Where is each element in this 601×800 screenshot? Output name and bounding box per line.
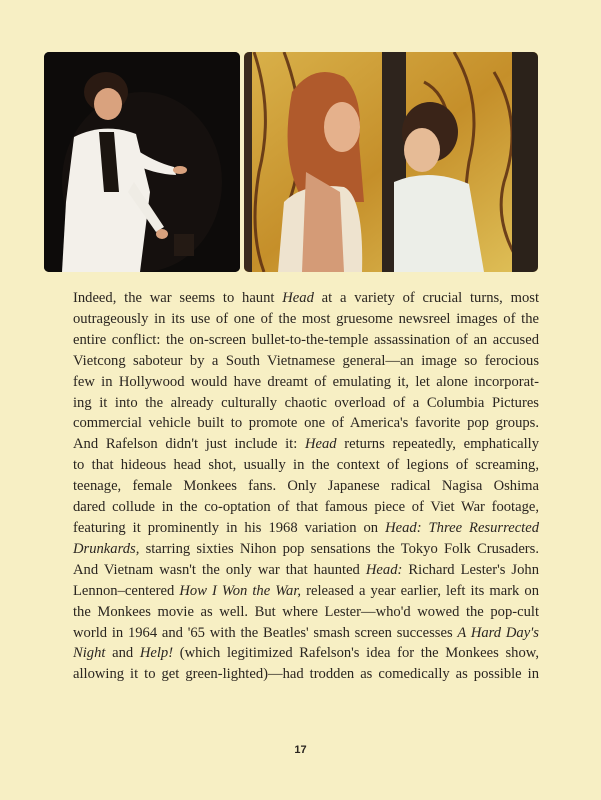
italic-title: Head:: [365, 561, 403, 578]
text-segment: and: [105, 645, 140, 662]
text-segment: Richard Lester's John: [402, 561, 540, 578]
text-segment: And Vietnam wasn't the only war that haunted: [73, 561, 366, 578]
text-segment: to that hideous head shot, usually in the context of legions of screaming,: [73, 457, 539, 474]
text-segment: few in Hollywood would have dreamt of emulating it, let alone incorporat-: [73, 373, 539, 390]
text-segment: teenage, female Monkees fans. Only Japanese radical Nagisa Oshima: [73, 478, 539, 495]
text-segment: allowing it to get green-lighted)—had trodden as comedically as possible in: [73, 666, 539, 683]
text-segment: entire conflict: the on-screen bullet-to-the-temple assassination of an accused: [73, 331, 539, 348]
italic-title: How I Won the War,: [179, 582, 302, 599]
text-line: [73, 643, 539, 664]
text-segment: ing it into the already culturally chaotic overload of a Columbia Pictures: [73, 394, 539, 411]
photo-stained-glass-scene: [244, 52, 538, 272]
text-line: [73, 518, 539, 539]
text-segment: the Monkees movie as well. But where Lester—who'd wowed the pop-cult: [73, 603, 539, 620]
text-line: [73, 413, 539, 434]
text-segment: commercial vehicle built to promote one of America's favorite pop groups.: [73, 415, 539, 432]
italic-title: Head: Three Resurrected: [385, 519, 540, 536]
text-line: [73, 330, 539, 351]
text-segment: at a variety of crucial turns, most: [313, 290, 540, 306]
text-segment: dared collude in the co-optation of that famous piece of Viet War footage,: [73, 499, 539, 516]
text-line: [73, 497, 539, 518]
text-segment: Vietcong saboteur by a South Vietnamese general—an image so ferocious: [73, 352, 539, 369]
text-line: [73, 560, 539, 581]
italic-title: Help!: [139, 645, 174, 662]
text-line: [73, 476, 539, 497]
text-line: [73, 455, 539, 476]
italic-title: Night: [73, 645, 106, 662]
text-line: [73, 623, 539, 644]
text-segment: released a year earlier, left its mark on: [301, 582, 539, 599]
photo-couple-illustration: [244, 52, 538, 272]
text-segment: featuring it prominently in his 1968 variation on: [73, 519, 386, 536]
italic-title: Head: [282, 290, 314, 306]
italic-title: A Hard Day's: [457, 624, 539, 641]
text-segment: starring sixties Nihon pop sensations the Tokyo Folk Crusaders.: [139, 540, 539, 557]
italic-title: Head: [304, 436, 337, 453]
text-segment: And Rafelson didn't just include it:: [73, 436, 305, 453]
text-segment: returns repeatedly, emphatically: [336, 436, 539, 453]
page-number: 17: [294, 744, 307, 756]
text-line: [73, 602, 539, 623]
text-line: [73, 393, 539, 414]
text-segment: Indeed, the war seems to haunt: [73, 290, 283, 306]
text-segment: world in 1964 and '65 with the Beatles' smash screen successes: [73, 624, 458, 641]
photo-performer-white-suit: [44, 52, 240, 272]
text-line: [73, 434, 539, 455]
text-line: [73, 309, 539, 330]
text-segment: Lennon–centered: [73, 582, 180, 599]
text-segment: outrageously in its use of one of the most gruesome newsreel images of the: [73, 310, 539, 327]
text-line: [73, 664, 539, 685]
italic-title: Drunkards,: [73, 540, 140, 557]
text-line: [73, 288, 539, 309]
body-text: [73, 288, 539, 685]
text-line: [73, 581, 539, 602]
text-line: [73, 372, 539, 393]
text-segment: (which legitimized Rafelson's idea for the Monkees show,: [173, 645, 539, 662]
photo-performer-illustration: [44, 52, 240, 272]
text-line: [73, 351, 539, 372]
text-line: [73, 539, 539, 560]
